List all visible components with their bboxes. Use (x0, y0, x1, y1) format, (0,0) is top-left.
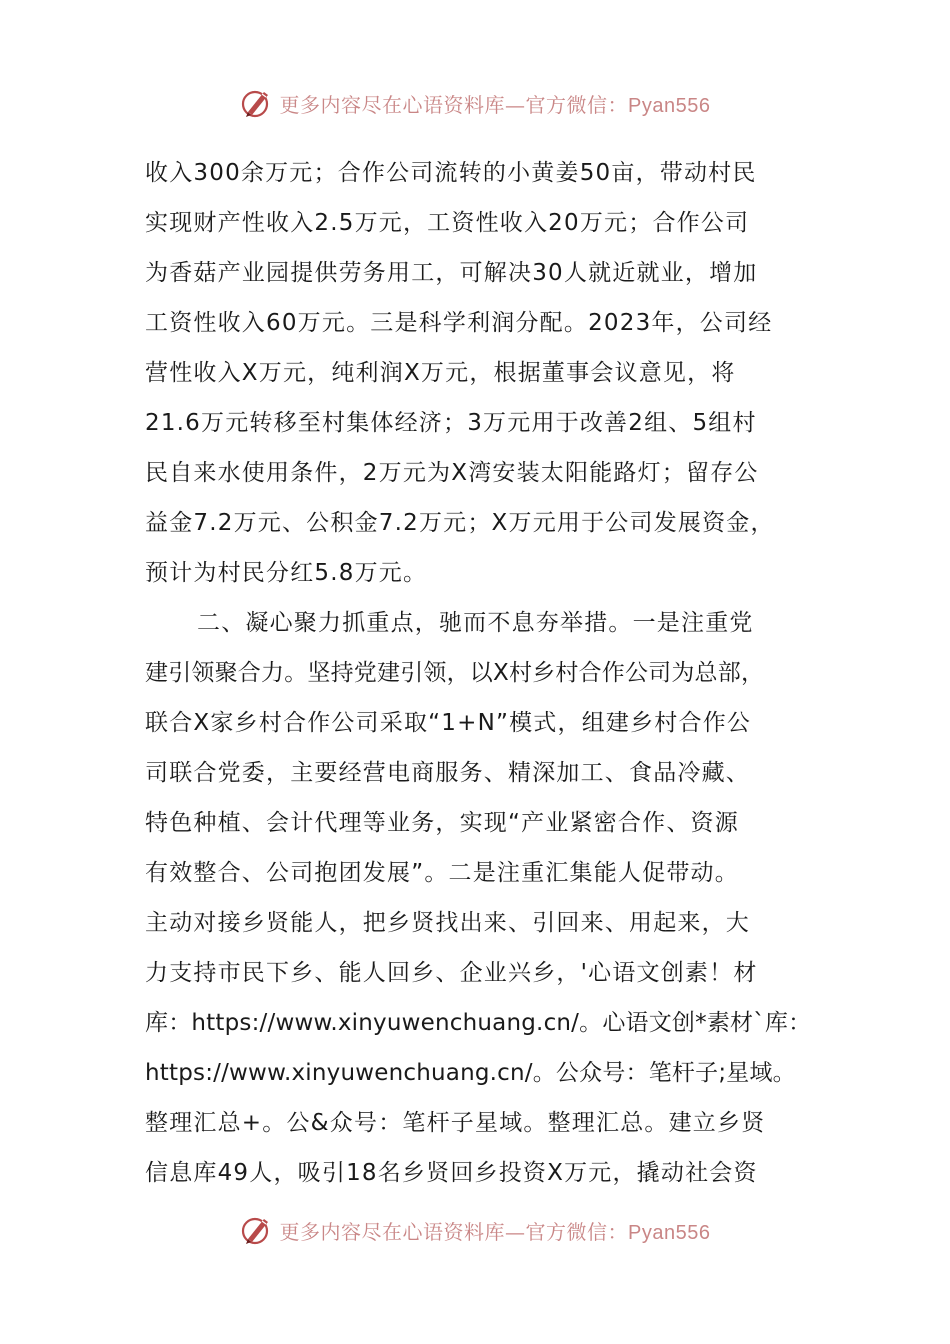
watermark-text: 更多内容尽在心语资料库—官方微信：Pyan556 (279, 1219, 711, 1244)
text-line: 工资性收入60万元。三是科学利润分配。2023年，公司经 (145, 310, 773, 336)
watermark-contact: Pyan556 (628, 1221, 711, 1244)
text-line: 司联合党委，主要经营电商服务、精深加工、食品冷藏、 (145, 760, 750, 786)
watermark-text: 更多内容尽在心语资料库—官方微信：Pyan556 (279, 92, 711, 117)
text-line: 特色种植、会计代理等业务，实现“产业紧密合作、资源 (145, 810, 739, 836)
text-line: 民自来水使用条件，2万元为X湾安装太阳能路灯；留存公 (145, 460, 759, 486)
header-watermark (0, 83, 950, 123)
text-line: 益金7.2万元、公积金7.2万元；X万元用于公司发展资金， (145, 510, 775, 536)
text-line: 整理汇总+。公&众号：笔杆子星域。整理汇总。建立乡贤 (145, 1110, 766, 1136)
text-line: 信息库49人，吸引18名乡贤回乡投资X万元，撬动社会资 (145, 1160, 758, 1186)
text-line: 主动对接乡贤能人，把乡贤找出来、引回来、用起来，大 (145, 910, 750, 936)
pen-logo-icon (240, 86, 274, 120)
document-body (145, 148, 810, 1198)
text-line: 建引领聚合力。坚持党建引领，以X村乡村合作公司为总部， (145, 660, 765, 686)
text-line: https://www.xinyuwenchuang.cn/。公众号：笔杆子;星域。 (145, 1060, 796, 1086)
paragraph-start-line: 二、凝心聚力抓重点，驰而不息夯举措。一是注重党 (197, 610, 754, 636)
pen-logo-icon (240, 1213, 274, 1247)
text-line: 力支持市民下乡、能人回乡、企业兴乡，'心语文创素！材 (145, 960, 758, 986)
text-line: 库：https://www.xinyuwenchuang.cn/。心语文创*素材`库： (145, 1010, 812, 1036)
text-line: 预计为村民分红5.8万元。 (145, 560, 428, 586)
text-line: 有效整合、公司抱团发展”。二是注重汇集能人促带动。 (145, 860, 739, 886)
text-line: 21.6万元转移至村集体经济；3万元用于改善2组、5组村 (145, 410, 757, 436)
footer-watermark (0, 1210, 950, 1250)
text-line: 收入300余万元；合作公司流转的小黄姜50亩，带动村民 (145, 160, 757, 186)
text-line: 为香菇产业园提供劳务用工，可解决30人就近就业，增加 (145, 260, 758, 286)
watermark-contact: Pyan556 (628, 94, 711, 117)
text-line: 联合X家乡村合作公司采取“1+N”模式，组建乡村合作公 (145, 710, 752, 736)
text-line: 营性收入X万元，纯利润X万元，根据董事会议意见，将 (145, 360, 736, 386)
text-line: 实现财产性收入2.5万元，工资性收入20万元；合作公司 (145, 210, 750, 236)
